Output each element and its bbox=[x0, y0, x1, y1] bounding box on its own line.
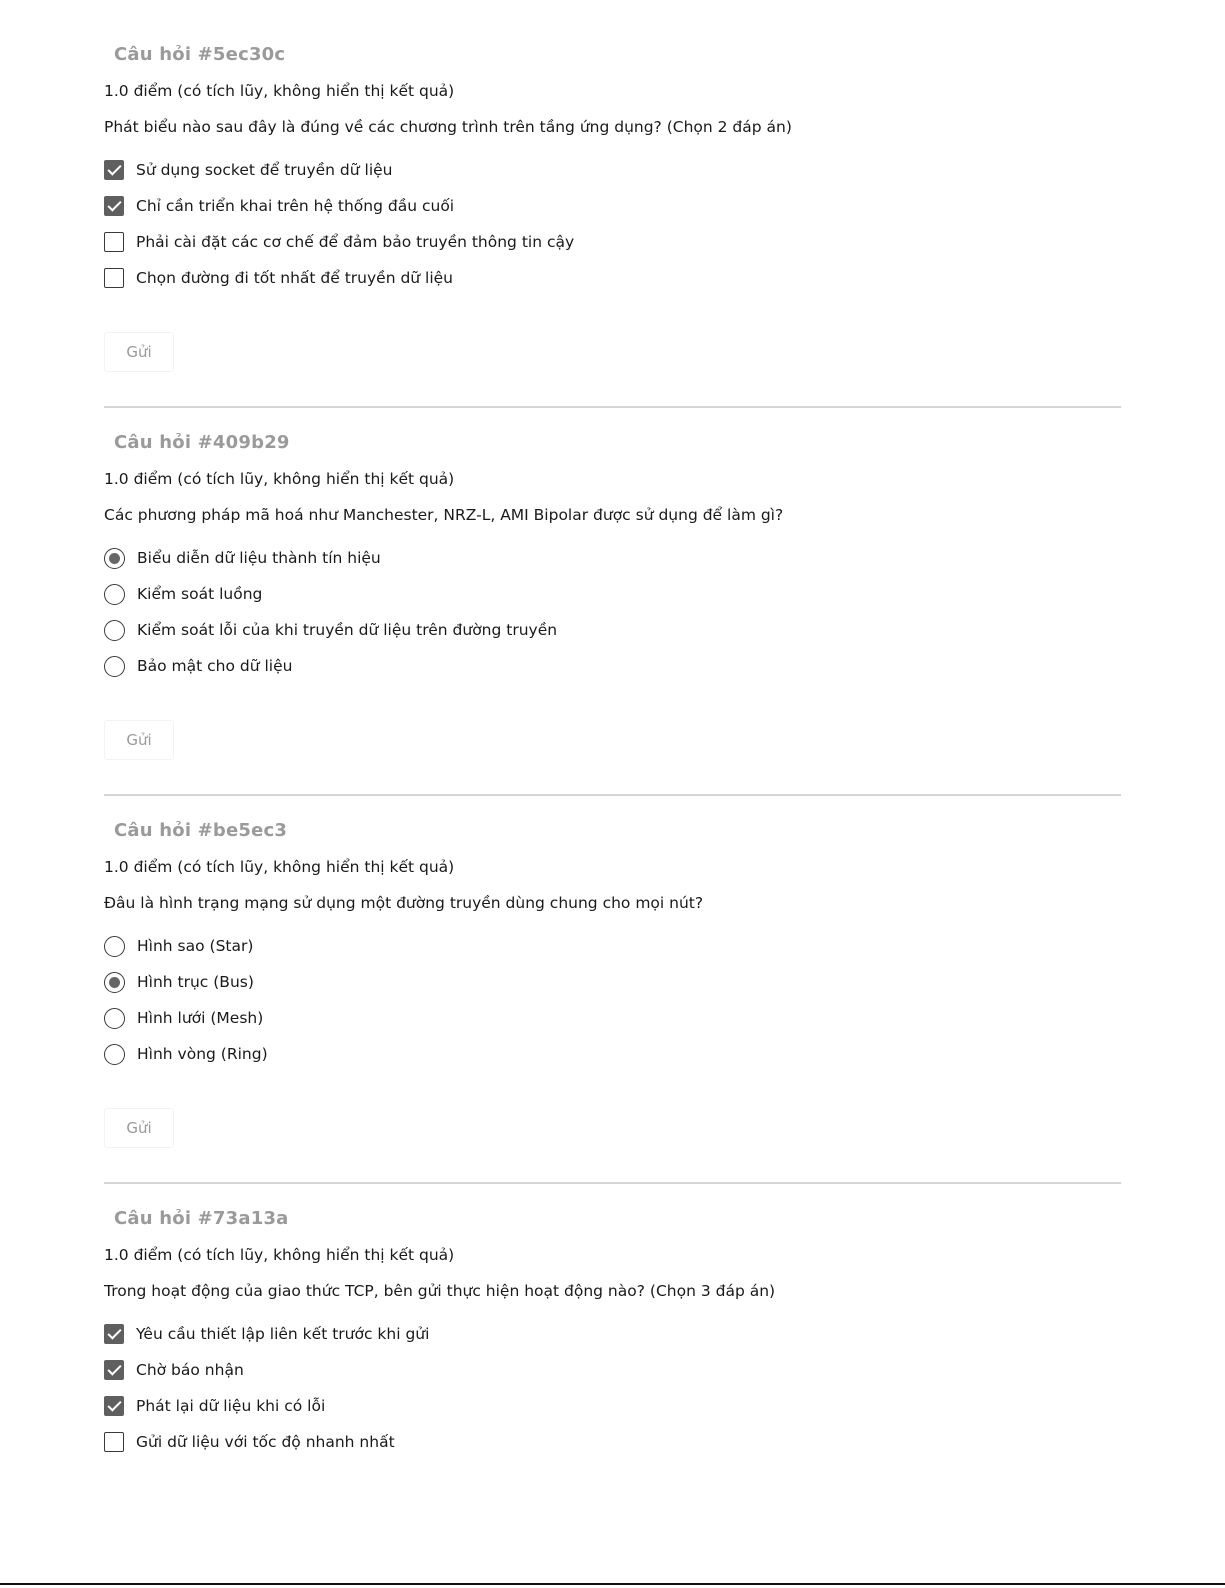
submit-button[interactable]: Gửi bbox=[104, 332, 174, 372]
question-divider bbox=[104, 1182, 1121, 1184]
answer-checkbox[interactable] bbox=[104, 160, 124, 180]
answer-option-label: Chọn đường đi tốt nhất để truyền dữ liệu bbox=[136, 269, 454, 287]
answer-radio[interactable] bbox=[104, 620, 125, 641]
question-prompt: Đâu là hình trạng mạng sử dụng một đường truyền dùng chung cho mọi nút? bbox=[104, 894, 704, 912]
question-points: 1.0 điểm (có tích lũy, không hiển thị kết quả) bbox=[104, 858, 455, 876]
answer-option-label: Hình vòng (Ring) bbox=[137, 1045, 268, 1063]
answer-option-label: Gửi dữ liệu với tốc độ nhanh nhất bbox=[136, 1433, 395, 1451]
question-points: 1.0 điểm (có tích lũy, không hiển thị kết quả) bbox=[104, 82, 455, 100]
question-block bbox=[104, 424, 1121, 812]
answer-option[interactable] bbox=[104, 1324, 429, 1360]
question-points: 1.0 điểm (có tích lũy, không hiển thị kết quả) bbox=[104, 1246, 455, 1264]
question-block bbox=[104, 36, 1121, 424]
answer-radio[interactable] bbox=[104, 1008, 125, 1029]
answer-option[interactable] bbox=[104, 232, 574, 268]
answer-option[interactable] bbox=[104, 1008, 268, 1044]
question-divider bbox=[104, 794, 1121, 796]
answer-option[interactable] bbox=[104, 548, 557, 584]
question-prompt: Các phương pháp mã hoá như Manchester, NRZ-L, AMI Bipolar được sử dụng để làm gì? bbox=[104, 506, 784, 524]
answer-option-label: Phát lại dữ liệu khi có lỗi bbox=[136, 1397, 326, 1415]
answer-checkbox[interactable] bbox=[104, 1396, 124, 1416]
answer-option-label: Hình trục (Bus) bbox=[137, 973, 254, 991]
answer-option[interactable] bbox=[104, 196, 574, 232]
question-block bbox=[104, 1200, 1121, 1588]
answer-option-label: Biểu diễn dữ liệu thành tín hiệu bbox=[137, 549, 381, 567]
answer-options bbox=[104, 160, 574, 304]
answer-radio[interactable] bbox=[104, 1044, 125, 1065]
answer-option[interactable] bbox=[104, 584, 557, 620]
answer-radio[interactable] bbox=[104, 972, 125, 993]
answer-option-label: Chỉ cần triển khai trên hệ thống đầu cuối bbox=[136, 197, 455, 215]
answer-radio[interactable] bbox=[104, 584, 125, 605]
answer-radio[interactable] bbox=[104, 656, 125, 677]
answer-radio[interactable] bbox=[104, 548, 125, 569]
answer-radio[interactable] bbox=[104, 936, 125, 957]
answer-option[interactable] bbox=[104, 1360, 429, 1396]
answer-option-label: Hình lưới (Mesh) bbox=[137, 1009, 264, 1027]
question-title: Câu hỏi #409b29 bbox=[114, 432, 290, 453]
answer-option-label: Bảo mật cho dữ liệu bbox=[137, 657, 293, 675]
answer-option-label: Kiểm soát luồng bbox=[137, 585, 263, 603]
answer-option[interactable] bbox=[104, 656, 557, 692]
answer-option[interactable] bbox=[104, 1396, 429, 1432]
question-prompt: Trong hoạt động của giao thức TCP, bên gửi thực hiện hoạt động nào? (Chọn 3 đáp án) bbox=[104, 1282, 776, 1300]
submit-button[interactable]: Gửi bbox=[104, 720, 174, 760]
answer-option[interactable] bbox=[104, 160, 574, 196]
submit-button[interactable]: Gửi bbox=[104, 1108, 174, 1148]
answer-options bbox=[104, 1324, 429, 1468]
answer-checkbox[interactable] bbox=[104, 1360, 124, 1380]
answer-checkbox[interactable] bbox=[104, 196, 124, 216]
answer-option-label: Kiểm soát lỗi của khi truyền dữ liệu trên đường truyền bbox=[137, 621, 558, 639]
question-title: Câu hỏi #be5ec3 bbox=[114, 820, 288, 841]
answer-option-label: Yêu cầu thiết lập liên kết trước khi gửi bbox=[136, 1325, 430, 1343]
answer-option[interactable] bbox=[104, 620, 557, 656]
answer-checkbox[interactable] bbox=[104, 1324, 124, 1344]
quiz-container bbox=[104, 36, 1121, 1588]
answer-options bbox=[104, 936, 268, 1080]
answer-options bbox=[104, 548, 557, 692]
answer-option[interactable] bbox=[104, 936, 268, 972]
answer-option[interactable] bbox=[104, 972, 268, 1008]
answer-checkbox[interactable] bbox=[104, 268, 124, 288]
question-points: 1.0 điểm (có tích lũy, không hiển thị kết quả) bbox=[104, 470, 455, 488]
question-title: Câu hỏi #73a13a bbox=[114, 1208, 289, 1229]
question-block bbox=[104, 812, 1121, 1200]
answer-option[interactable] bbox=[104, 1044, 268, 1080]
answer-checkbox[interactable] bbox=[104, 1432, 124, 1452]
answer-option-label: Hình sao (Star) bbox=[137, 937, 254, 955]
answer-option-label: Chờ báo nhận bbox=[136, 1361, 244, 1379]
question-prompt: Phát biểu nào sau đây là đúng về các chương trình trên tầng ứng dụng? (Chọn 2 đáp án) bbox=[104, 118, 792, 136]
answer-option-label: Phải cài đặt các cơ chế để đảm bảo truyền thông tin cậy bbox=[136, 233, 575, 251]
answer-option[interactable] bbox=[104, 268, 574, 304]
answer-option[interactable] bbox=[104, 1432, 429, 1468]
question-divider bbox=[104, 406, 1121, 408]
question-title: Câu hỏi #5ec30c bbox=[114, 44, 286, 65]
answer-option-label: Sử dụng socket để truyền dữ liệu bbox=[136, 161, 393, 179]
answer-checkbox[interactable] bbox=[104, 232, 124, 252]
